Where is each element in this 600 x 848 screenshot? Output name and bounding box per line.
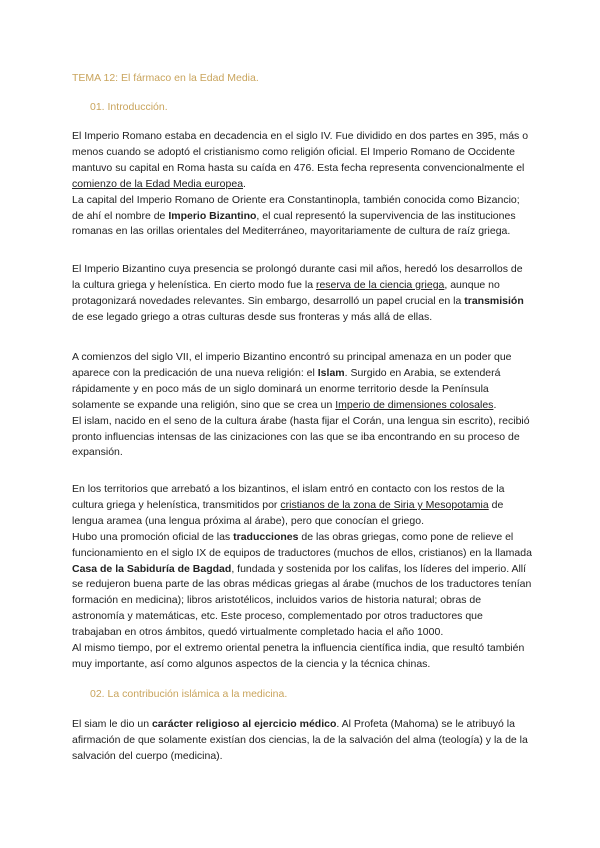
paragraph-islam: A comienzos del siglo VII, el imperio Bizantino encontró su principal amenaza en un poder que aparece con la predicación de una nueva religión: el Islam. Surgido en Arabia, se extenderá rápidamente y en poco más de un siglo dominará un enorme territorio desde la Península solamente se expande una religión, sino que se crea un Imperio de dimensiones colosales.	[72, 351, 512, 411]
paragraph-caracter-religioso: El siam le dio un carácter religioso al ejercicio médico. Al Profeta (Mahoma) se le atribuyó la afirmación de que solamente existían dos ciencias, la de la salvación del alma (teología) y la de la salvación del cuerpo (medicina).	[72, 718, 528, 762]
section-heading-contribucion-islamica: 02. La contribución islámica a la medicina.	[90, 688, 288, 700]
bold-phrase: traducciones	[233, 530, 299, 543]
bold-phrase: Casa de la Sabiduría de Bagdad	[72, 562, 232, 575]
paragraph-intro-block	[72, 129, 532, 240]
paragraph-influencia-india: Al mismo tiempo, por el extremo oriental penetra la influencia científica india, que resultó también muy importante, así como algunos aspectos de la ciencia y la técnica chinas.	[72, 642, 525, 670]
paragraph-imperio-romano: El Imperio Romano estaba en decadencia en el siglo IV. Fue dividido en dos partes en 395, más o menos cuando se adoptó el cristianismo como religión oficial. El Imperio Romano de Occidente mantuvo su capital en Roma hasta su caída en 476. Esta fecha representa convencionalmente el comienzo de la Edad Media europea.	[72, 130, 529, 190]
paragraph-traducciones-block	[72, 482, 532, 673]
underlined-phrase: Imperio de dimensiones colosales	[335, 398, 494, 411]
bold-phrase: transmisión	[464, 294, 524, 307]
underlined-phrase: reserva de la ciencia griega	[315, 278, 445, 291]
paragraph-herencia-griega: El Imperio Bizantino cuya presencia se prolongó durante casi mil años, heredó los desarrollos de la cultura griega y helenística. En cierto modo fue la reserva de la ciencia griega, aunque no protagonizará novedades relevantes. Sin embargo, desarrolló un papel crucial en la transmisión de ese legado griego a otras culturas desde sus fronteras y más allá de ellas.	[72, 263, 524, 323]
paragraph-cultura-arabe: El islam, nacido en el seno de la cultura árabe (hasta fijar el Corán, una lengua sin escrito), recibió pronto influencias intensas de las cinizaciones con las que se iba encontrando en su proceso de expansión.	[72, 414, 530, 459]
paragraph-territorios: En los territorios que arrebató a los bizantinos, el islam entró en contacto con los restos de la cultura griega y helenística, transmitidos por cristianos de la zona de Siria y Mesopotamia de lengua aramea (una lengua próxima al árabe), pero que conocían el griego.	[72, 483, 505, 527]
paragraph-imperio-bizantino: La capital del Imperio Romano de Oriente era Constantinopla, también conocida como Bizancio; de ahí el nombre de Imperio Bizantino, el cual representó la supervivencia de las instituciones romanas en las orillas orientales del Mediterráneo, mayoritariamente de cultura de raíz griega.	[72, 193, 520, 238]
paragraph-traducciones: Hubo una promoción oficial de las traducciones de las obras griegas, como pone de relieve el funcionamiento en el siglo IX de equipos de traductores (muchos de ellos, cristianos) en la llamada Casa de la Sabiduría de Bagdad, fundada y sostenida por los califas, los líderes del imperio. Allí se redujeron buena parte de las obras médicas griegas al árabe (muchos de los traductores tenían formación en medicina); libros aristotélicos, incluidos varios de historia natural; obras de astronomía y matemáticas, etc. Este proceso, complementado por otros traductores que trabajaban en otros ámbitos, quedó virtualmente completado hacia el año 1000.	[72, 530, 532, 639]
section-heading-introduccion: 01. Introducción.	[90, 101, 168, 113]
document-title: TEMA 12: El fármaco en la Edad Media.	[72, 72, 259, 84]
bold-phrase: Islam	[317, 366, 345, 379]
underlined-phrase: comienzo de la Edad Media europea	[72, 177, 244, 190]
underlined-phrase: cristianos de la zona de Siria y Mesopotamia	[280, 498, 489, 511]
bold-phrase: Imperio Bizantino	[168, 209, 257, 222]
bold-phrase: carácter religioso al ejercicio médico	[151, 718, 337, 730]
paragraph-islam-block	[72, 350, 532, 461]
